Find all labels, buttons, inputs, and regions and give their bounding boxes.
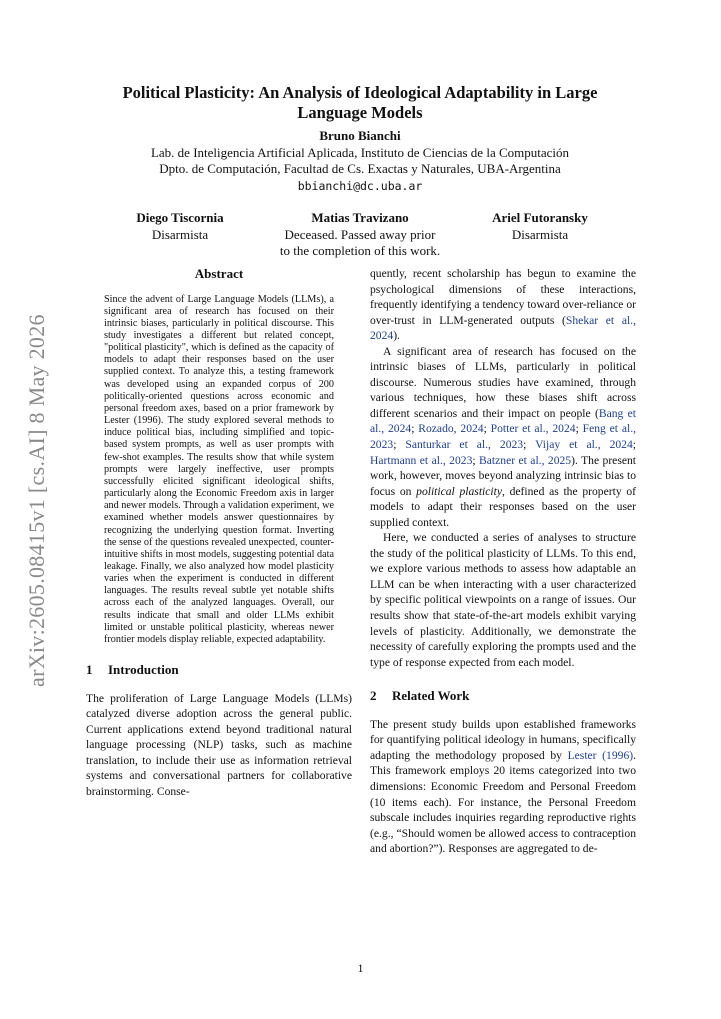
citation-link[interactable]: Vijay et al., 2024 [535, 438, 633, 452]
coauthor-note-line-1: Deceased. Passed away prior [284, 226, 436, 242]
section-heading-introduction [86, 662, 352, 678]
main-author-email[interactable]: bbianchi@dc.uba.ar [297, 178, 423, 193]
left-column [86, 266, 352, 799]
citation-link[interactable]: Santurkar et al., 2023 [405, 438, 524, 452]
citation-link[interactable]: Hartmann et al., 2023 [370, 453, 473, 467]
section-number: 1 [86, 662, 93, 678]
coauthor-note-line-2: to the completion of this work. [279, 243, 441, 258]
abstract-heading: Abstract [194, 266, 244, 281]
coauthor-name: Diego Tiscornia [136, 210, 224, 225]
citation-link[interactable]: Potter et al., 2024 [490, 422, 576, 436]
citation-link[interactable]: Batzner et al., 2025 [479, 453, 572, 467]
text-run: . This framework employs 20 items categorized into two dimensions: Economic Freedom and Personal Freedom (10 items each). For instance, the Personal Freedom subscale includes inquiries regarding reproductive rights (e.g., “Should women be allowed access to contraception and abortion?”). Responses are aggregated to de- [370, 748, 637, 856]
section-title: Related Work [392, 688, 470, 704]
arxiv-id-text: arXiv:2605.08415v1 [cs.AI] 8 May 2026 [24, 314, 49, 687]
citation-link[interactable]: Feng et al., 2023 [370, 422, 637, 452]
section-number: 2 [370, 688, 377, 704]
emphasis-term: political plasticity [416, 484, 502, 498]
arxiv-stamp [20, 302, 50, 687]
coauthor-3 [455, 210, 625, 243]
title-line-1: Political Plasticity: An Analysis of Ideological Adaptability in Large [122, 83, 598, 102]
citation-link[interactable]: Shekar et al., 2024 [370, 313, 636, 343]
related-paragraph-1 [370, 717, 636, 857]
coauthor-name: Matias Travizano [311, 210, 409, 225]
coauthor-affiliation: Disarmista [151, 226, 209, 242]
text-run: The present study builds upon established frameworks for quantifying political ideology in humans, specifically adapting the methodology proposed by [370, 717, 636, 762]
citation-link[interactable]: Rozado, 2024 [418, 422, 484, 436]
page-number: 1 [357, 961, 364, 975]
citation-link[interactable]: Lester (1996) [567, 748, 634, 762]
main-author-name: Bruno Bianchi [319, 128, 401, 143]
main-author-affiliation-1: Lab. de Inteligencia Artificial Aplicada, Instituto de Ciencias de la Computación [150, 144, 570, 160]
intro-paragraph-1-start: The proliferation of Large Language Models (LLMs) catalyzed diverse adoption across the general public. Current applications extend beyond traditional natural language processing (NLP) tasks, such as machine translation, to include their use as information retrieval systems and conversational partners for collaborative brainstorming. Conse- [86, 691, 352, 798]
text-run: ). The present work, however, moves beyond analyzing intrinsic bias to focus on [370, 453, 637, 498]
main-author-affiliation-2: Dpto. de Computación, Facultad de Cs. Exactas y Naturales, UBA-Argentina [159, 161, 561, 176]
title-line-2: Language Models [297, 103, 423, 122]
coauthor-affiliation: Disarmista [511, 226, 569, 242]
intro-paragraph-1-cont [370, 266, 636, 344]
coauthor-name: Ariel Futoransky [492, 210, 588, 225]
citation-link[interactable]: Bang et al., 2024 [370, 406, 636, 436]
intro-paragraph-3: Here, we conducted a series of analyses to structure the study of the political plasticity of LLMs. To this end, we explore various methods to assess how adaptable an LLM can be when interacting with a user characterized by specific political viewpoints on a range of issues. Our results show that state-of-the-art models exhibit varying levels of plasticity. Additionally, we demonstrate the necessity of carefully exploring the prompts used and the type of response expected from each model. [370, 531, 636, 669]
section-title: Introduction [108, 662, 179, 678]
text-run: , defined as the property of models to adapt their responses based on the user supplied context. [370, 484, 636, 529]
coauthor-1 [95, 210, 265, 243]
abstract-text: Since the advent of Large Language Models (LLMs), a significant area of research has focused on their intrinsic biases, particularly in political discourse. This study investigates a different but related concept, "political plasticity", which is defined as the capacity of models to adapt their responses based on the user supplied context. To analyze this, a testing framework was developed using an expanded corpus of 200 politically-oriented questions across economic and personal freedom axes, based on a prior framework by Lester (1996). The study explored several methods to induce political bias, including simplified and topic-based system prompts, as well as user prompts with few-shot examples. The results show that while system prompts were largely ineffective, user prompts successfully elicited significant ideological shifts, particularly along the Economic Freedom axis in larger and newer models. Through a validation experiment, we examined whether models answer questionnaires by recognizing the underlying question format. Inverting the sense of the questions revealed unexpected, counter-intuitive shifts in most models, suggesting potential data leakage. Finally, we also analyzed how model plasticity varies when the experiment is conducted in different languages. The results reveal subtle yet notable shifts across each of the analyzed languages. Overall, our results indicate that small and older LLMs exhibit limited or unstable political plasticity, whereas newer frontier models display reliable, expected adaptability. [104, 293, 334, 645]
text-run: ). [393, 329, 400, 343]
coauthor-2 [265, 210, 455, 260]
intro-paragraph-2: A significant area of research has focused on the intrinsic biases of LLMs, particularly in political discourse. Numerous studies have examined, through various techniques, how these biases shift across different scenarios and their impact on people (Bang et al., 2024; Rozado, 2024; Potter et al., 2024; Feng et al., 2023; Santurkar et al., 2023; Vijay et al., 2024; Hartmann et al., 2023; Batzner et al., 2025). The present work, however, moves beyond analyzing intrinsic bias to focus on political plasticity, defined as the property of models to adapt their responses based on the user supplied context. [370, 344, 637, 529]
section-heading-related-work [370, 688, 636, 704]
text-run: quently, recent scholarship has begun to examine the psychological dimensions of these interactions, frequently identifying a tendency toward over-reliance or over-trust in LLM-generated outputs ( [370, 267, 636, 327]
right-column [370, 266, 636, 857]
text-run: A significant area of research has focused on the intrinsic biases of LLMs, particularly in political discourse. Numerous studies have examined, through various techniques, how these biases shift across different scenarios and their impact on people ( [370, 344, 636, 420]
paper-title [90, 83, 630, 123]
main-author-block [90, 128, 630, 194]
